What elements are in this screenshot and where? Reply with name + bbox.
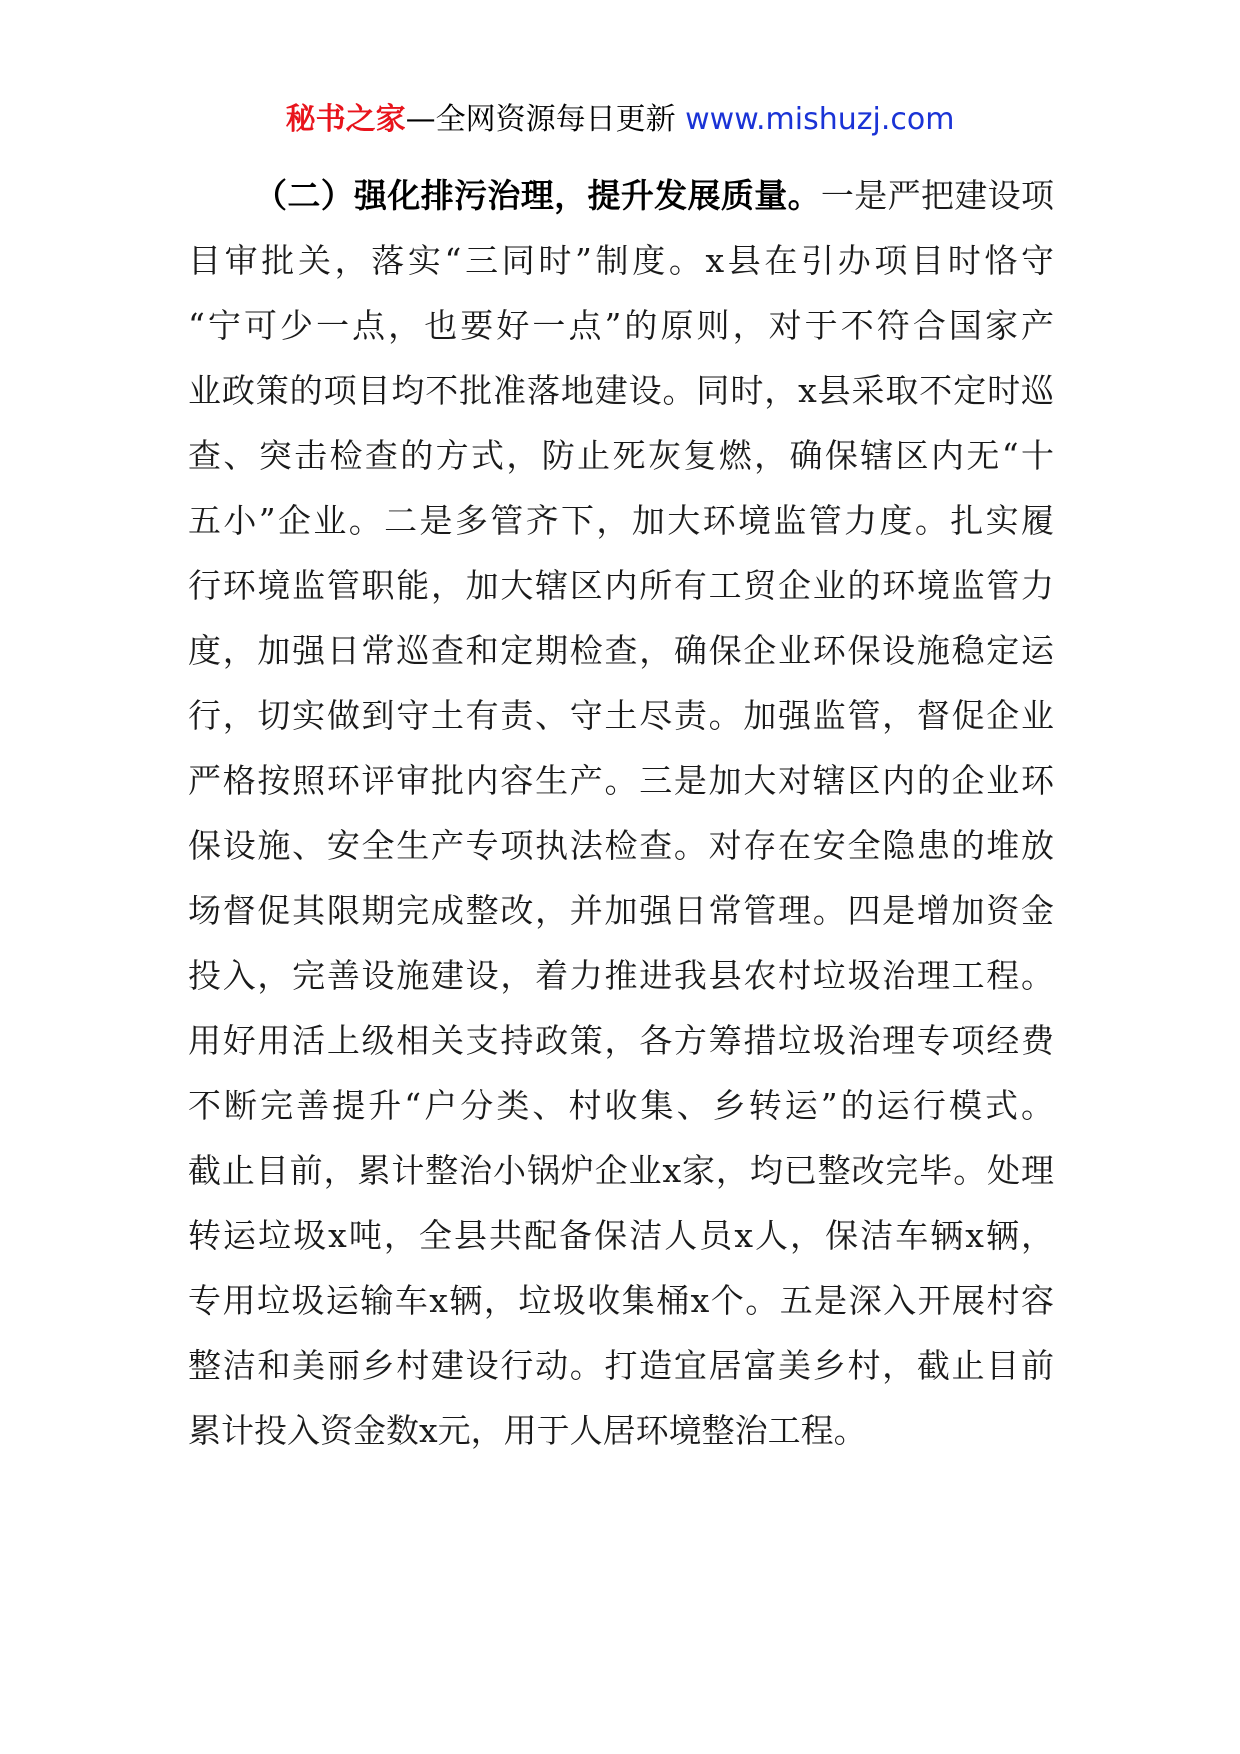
paragraph-line: 转运垃圾x吨，全县共配备保洁人员x人，保洁车辆x辆， bbox=[188, 1216, 1054, 1255]
section-body bbox=[188, 163, 1054, 1463]
paragraph-line: 截止目前，累计整治小锅炉企业x家，均已整改完毕。处理 bbox=[188, 1151, 1054, 1190]
paragraph-line: 严格按照环评审批内容生产。三是加大对辖区内的企业环 bbox=[188, 761, 1054, 800]
paragraph-line: 场督促其限期完成整改，并加强日常管理。四是增加资金 bbox=[188, 891, 1054, 930]
page-header bbox=[0, 100, 1240, 140]
paragraph-line-last: 累计投入资金数x元，用于人居环境整治工程。 bbox=[188, 1411, 867, 1450]
site-url-link[interactable]: www.mishuzj.com bbox=[685, 102, 955, 137]
paragraph-line: 专用垃圾运输车x辆，垃圾收集桶x个。五是深入开展村容 bbox=[188, 1281, 1054, 1320]
paragraph-line: 用好用活上级相关支持政策，各方筹措垃圾治理专项经费 bbox=[188, 1021, 1054, 1060]
paragraph-line: “宁可少一点，也要好一点”的原则，对于不符合国家产 bbox=[188, 306, 1054, 345]
paragraph-text: 一是严把建设项 bbox=[820, 176, 1055, 215]
paragraph-line: 不断完善提升“户分类、村收集、乡转运”的运行模式。 bbox=[188, 1086, 1054, 1125]
paragraph-line: 业政策的项目均不批准落地建设。同时，x县采取不定时巡 bbox=[188, 371, 1054, 410]
site-tagline: —全网资源每日更新 bbox=[405, 102, 676, 137]
site-brand: 秘书之家 bbox=[285, 102, 406, 137]
paragraph-line: 度，加强日常巡查和定期检查，确保企业环保设施稳定运 bbox=[188, 631, 1054, 670]
paragraph-line: 目审批关，落实“三同时”制度。x县在引办项目时恪守 bbox=[188, 241, 1054, 280]
section-heading: （二）强化排污治理，提升发展质量。 bbox=[254, 176, 821, 215]
paragraph-line: 查、突击检查的方式，防止死灰复燃，确保辖区内无“十 bbox=[188, 436, 1054, 475]
paragraph-line: 五小”企业。二是多管齐下，加大环境监管力度。扎实履 bbox=[188, 501, 1054, 540]
paragraph-line bbox=[188, 163, 1054, 228]
paragraph-line: 投入，完善设施建设，着力推进我县农村垃圾治理工程。 bbox=[188, 956, 1054, 995]
paragraph-line: 整洁和美丽乡村建设行动。打造宜居富美乡村，截止目前 bbox=[188, 1346, 1054, 1385]
paragraph-line: 行环境监管职能，加大辖区内所有工贸企业的环境监管力 bbox=[188, 566, 1054, 605]
paragraph-line: 行，切实做到守土有责、守土尽责。加强监管，督促企业 bbox=[188, 696, 1054, 735]
paragraph-line: 保设施、安全生产专项执法检查。对存在安全隐患的堆放 bbox=[188, 826, 1054, 865]
